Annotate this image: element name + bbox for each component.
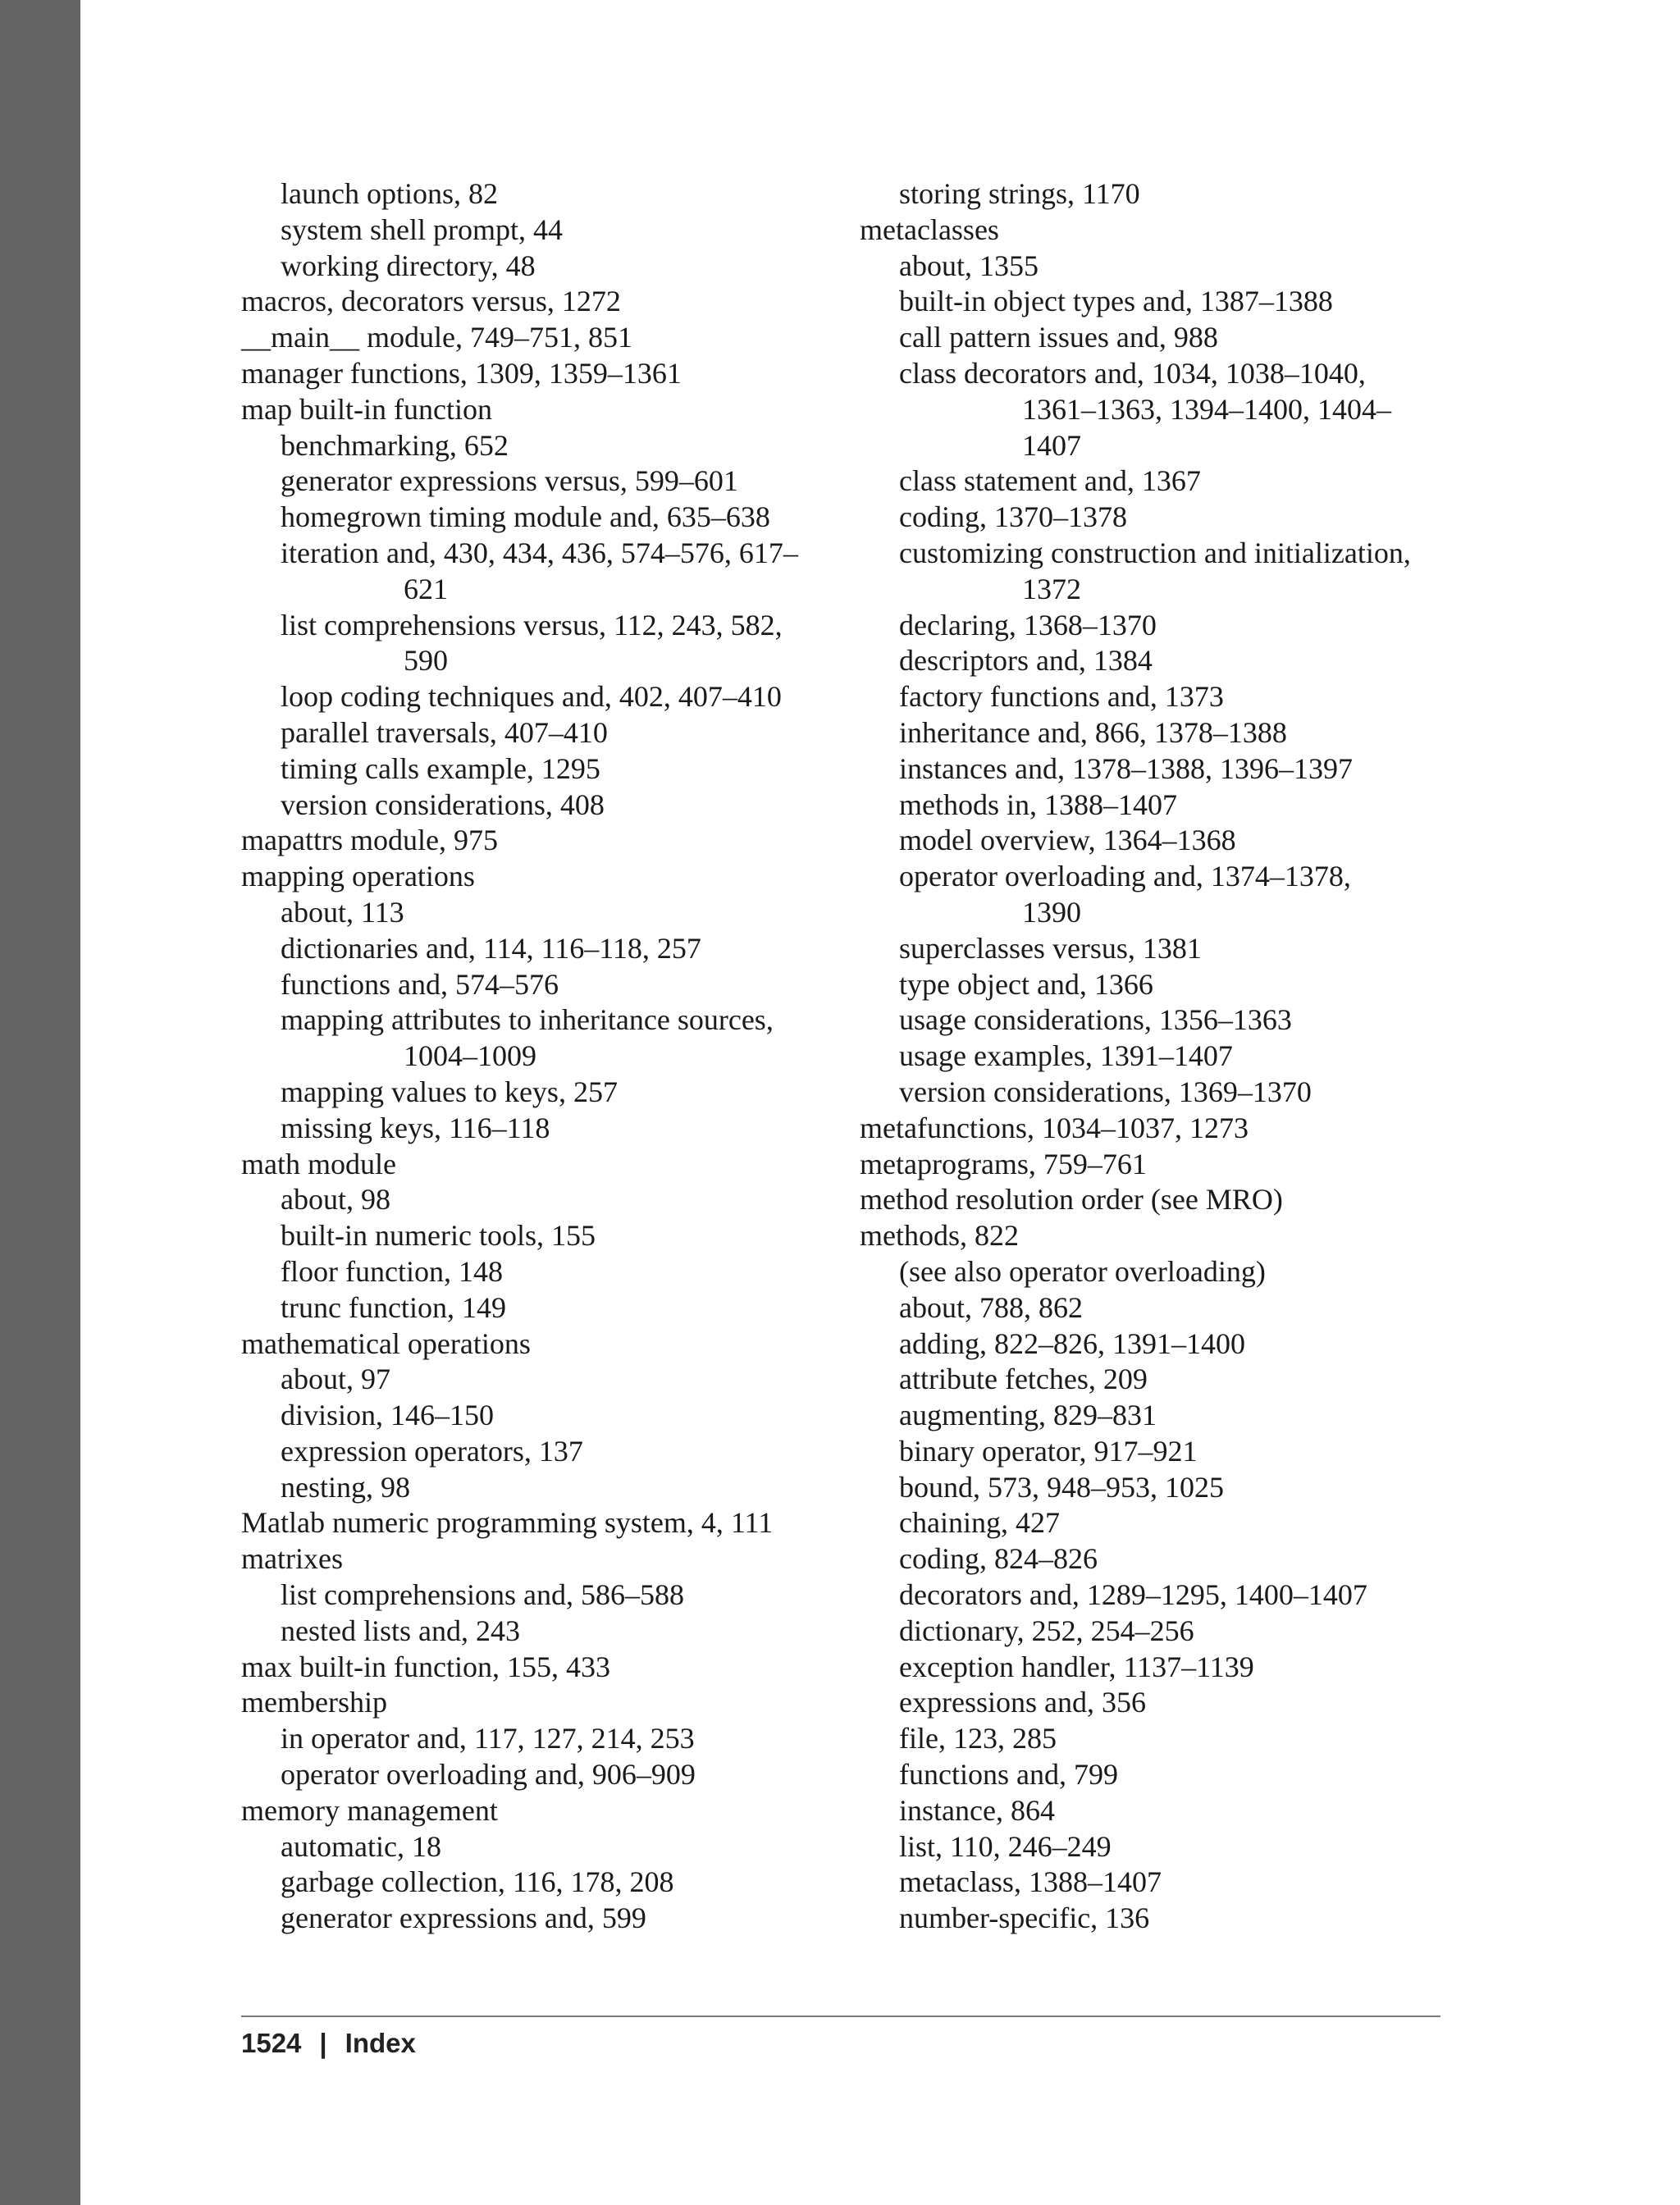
index-subentry: version considerations, 1369–1370 — [899, 1075, 1312, 1108]
index-subentry: functions and, 574–576 — [281, 967, 559, 1001]
index-subentry: decorators and, 1289–1295, 1400–1407 — [899, 1578, 1367, 1612]
index-subentry: about, 1355 — [899, 249, 1039, 282]
index-subentry: working directory, 48 — [281, 249, 536, 282]
index-continuation: 1361–1363, 1394–1400, 1404– — [1022, 392, 1391, 426]
index-continuation: 1407 — [1022, 428, 1081, 462]
index-subentry: list, 110, 246–249 — [899, 1829, 1112, 1863]
index-subentry: system shell prompt, 44 — [281, 212, 563, 246]
index-subentry: inheritance and, 866, 1378–1388 — [899, 715, 1287, 749]
index-subentry: parallel traversals, 407–410 — [281, 715, 608, 749]
index-subentry: storing strings, 1170 — [899, 177, 1140, 210]
index-continuation: 590 — [404, 644, 448, 678]
index-entry: metafunctions, 1034–1037, 1273 — [860, 1111, 1249, 1144]
index-continuation: 621 — [404, 572, 448, 605]
index-subentry: declaring, 1368–1370 — [899, 608, 1157, 641]
index-subentry: functions and, 799 — [899, 1758, 1118, 1792]
index-subentry: attribute fetches, 209 — [899, 1363, 1148, 1396]
index-subentry: mapping attributes to inheritance sources, — [281, 1003, 774, 1037]
index-subentry: exception handler, 1137–1139 — [899, 1650, 1254, 1683]
index-subentry: about, 113 — [281, 895, 404, 929]
index-entry: methods, 822 — [860, 1219, 1019, 1253]
index-entry: method resolution order (see MRO) — [860, 1183, 1283, 1217]
index-subentry: dictionary, 252, 254–256 — [899, 1614, 1194, 1647]
index-subentry: launch options, 82 — [281, 177, 498, 210]
index-subentry: generator expressions versus, 599–601 — [281, 464, 738, 498]
index-subentry: list comprehensions versus, 112, 243, 582, — [281, 608, 783, 641]
index-subentry: coding, 824–826 — [899, 1542, 1098, 1576]
index-subentry: chaining, 427 — [899, 1506, 1060, 1540]
index-continuation: 1004–1009 — [404, 1039, 536, 1073]
index-subentry: instances and, 1378–1388, 1396–1397 — [899, 751, 1353, 785]
index-subentry: expressions and, 356 — [899, 1686, 1146, 1719]
index-entry: membership — [241, 1686, 387, 1719]
index-subentry: descriptors and, 1384 — [899, 644, 1153, 678]
index-entry: matrixes — [241, 1542, 343, 1576]
index-subentry: nested lists and, 243 — [281, 1614, 520, 1647]
index-entry: __main__ module, 749–751, 851 — [241, 321, 632, 354]
index-entry: metaprograms, 759–761 — [860, 1147, 1147, 1180]
index-subentry: methods in, 1388–1407 — [899, 788, 1177, 821]
index-subentry: homegrown timing module and, 635–638 — [281, 500, 770, 534]
index-subentry: trunc function, 149 — [281, 1290, 506, 1324]
index-entry: mapattrs module, 975 — [241, 824, 498, 857]
index-subentry: division, 146–150 — [281, 1399, 495, 1432]
page-number: 1524 — [241, 2028, 302, 2058]
section-title: Index — [345, 2028, 416, 2058]
footer-rule — [241, 2016, 1440, 2017]
index-subentry: floor function, 148 — [281, 1254, 503, 1288]
index-subentry: built-in numeric tools, 155 — [281, 1219, 596, 1253]
page-footer — [241, 2028, 416, 2059]
index-entry: macros, decorators versus, 1272 — [241, 285, 621, 318]
index-entry: metaclasses — [860, 212, 999, 246]
index-subentry: model overview, 1364–1368 — [899, 824, 1236, 857]
index-subentry: coding, 1370–1378 — [899, 500, 1127, 534]
index-entry: mathematical operations — [241, 1326, 531, 1360]
index-subentry: iteration and, 430, 434, 436, 574–576, 617– — [281, 536, 798, 569]
index-column-left — [241, 176, 865, 1937]
index-subentry: nesting, 98 — [281, 1470, 410, 1504]
index-subentry: bound, 573, 948–953, 1025 — [899, 1470, 1224, 1504]
index-subentry: built-in object types and, 1387–1388 — [899, 285, 1333, 318]
index-subentry: (see also operator overloading) — [899, 1254, 1266, 1288]
index-subentry: usage considerations, 1356–1363 — [899, 1003, 1292, 1037]
index-entry: max built-in function, 155, 433 — [241, 1650, 610, 1683]
index-subentry: about, 98 — [281, 1183, 390, 1217]
index-subentry: class decorators and, 1034, 1038–1040, — [899, 356, 1366, 390]
index-subentry: about, 788, 862 — [899, 1290, 1083, 1324]
index-subentry: in operator and, 117, 127, 214, 253 — [281, 1722, 695, 1755]
index-subentry: file, 123, 285 — [899, 1722, 1057, 1755]
index-entry: math module — [241, 1147, 396, 1180]
index-entry: mapping operations — [241, 860, 475, 893]
index-subentry: instance, 864 — [899, 1793, 1055, 1827]
index-subentry: automatic, 18 — [281, 1829, 441, 1863]
index-subentry: call pattern issues and, 988 — [899, 321, 1218, 354]
index-subentry: benchmarking, 652 — [281, 428, 509, 462]
index-subentry: class statement and, 1367 — [899, 464, 1201, 498]
index-subentry: version considerations, 408 — [281, 788, 605, 821]
index-column-right — [860, 176, 1483, 1937]
index-subentry: expression operators, 137 — [281, 1434, 583, 1468]
index-subentry: timing calls example, 1295 — [281, 751, 600, 785]
index-subentry: binary operator, 917–921 — [899, 1434, 1198, 1468]
index-subentry: superclasses versus, 1381 — [899, 931, 1202, 965]
index-entry: manager functions, 1309, 1359–1361 — [241, 356, 682, 390]
index-subentry: operator overloading and, 1374–1378, — [899, 860, 1351, 893]
index-subentry: adding, 822–826, 1391–1400 — [899, 1326, 1245, 1360]
index-subentry: garbage collection, 116, 178, 208 — [281, 1865, 674, 1899]
index-continuation: 1372 — [1022, 572, 1081, 605]
index-subentry: metaclass, 1388–1407 — [899, 1865, 1162, 1899]
index-subentry: mapping values to keys, 257 — [281, 1075, 618, 1108]
index-subentry: about, 97 — [281, 1363, 390, 1396]
index-subentry: loop coding techniques and, 402, 407–410 — [281, 680, 782, 714]
index-subentry: augmenting, 829–831 — [899, 1399, 1157, 1432]
index-subentry: customizing construction and initialization, — [899, 536, 1411, 569]
index-entry: Matlab numeric programming system, 4, 111 — [241, 1506, 774, 1540]
index-subentry: list comprehensions and, 586–588 — [281, 1578, 684, 1612]
index-subentry: factory functions and, 1373 — [899, 680, 1224, 714]
index-subentry: usage examples, 1391–1407 — [899, 1039, 1233, 1073]
index-subentry: missing keys, 116–118 — [281, 1111, 550, 1144]
index-continuation: 1390 — [1022, 895, 1081, 929]
index-subentry: operator overloading and, 906–909 — [281, 1758, 696, 1792]
index-subentry: type object and, 1366 — [899, 967, 1153, 1001]
page-edge-strip — [0, 0, 80, 2205]
index-subentry: number-specific, 136 — [899, 1901, 1150, 1935]
index-entry: map built-in function — [241, 392, 492, 426]
index-subentry: generator expressions and, 599 — [281, 1901, 646, 1935]
footer-separator: | — [319, 2028, 327, 2058]
index-entry: memory management — [241, 1793, 498, 1827]
index-subentry: dictionaries and, 114, 116–118, 257 — [281, 931, 701, 965]
